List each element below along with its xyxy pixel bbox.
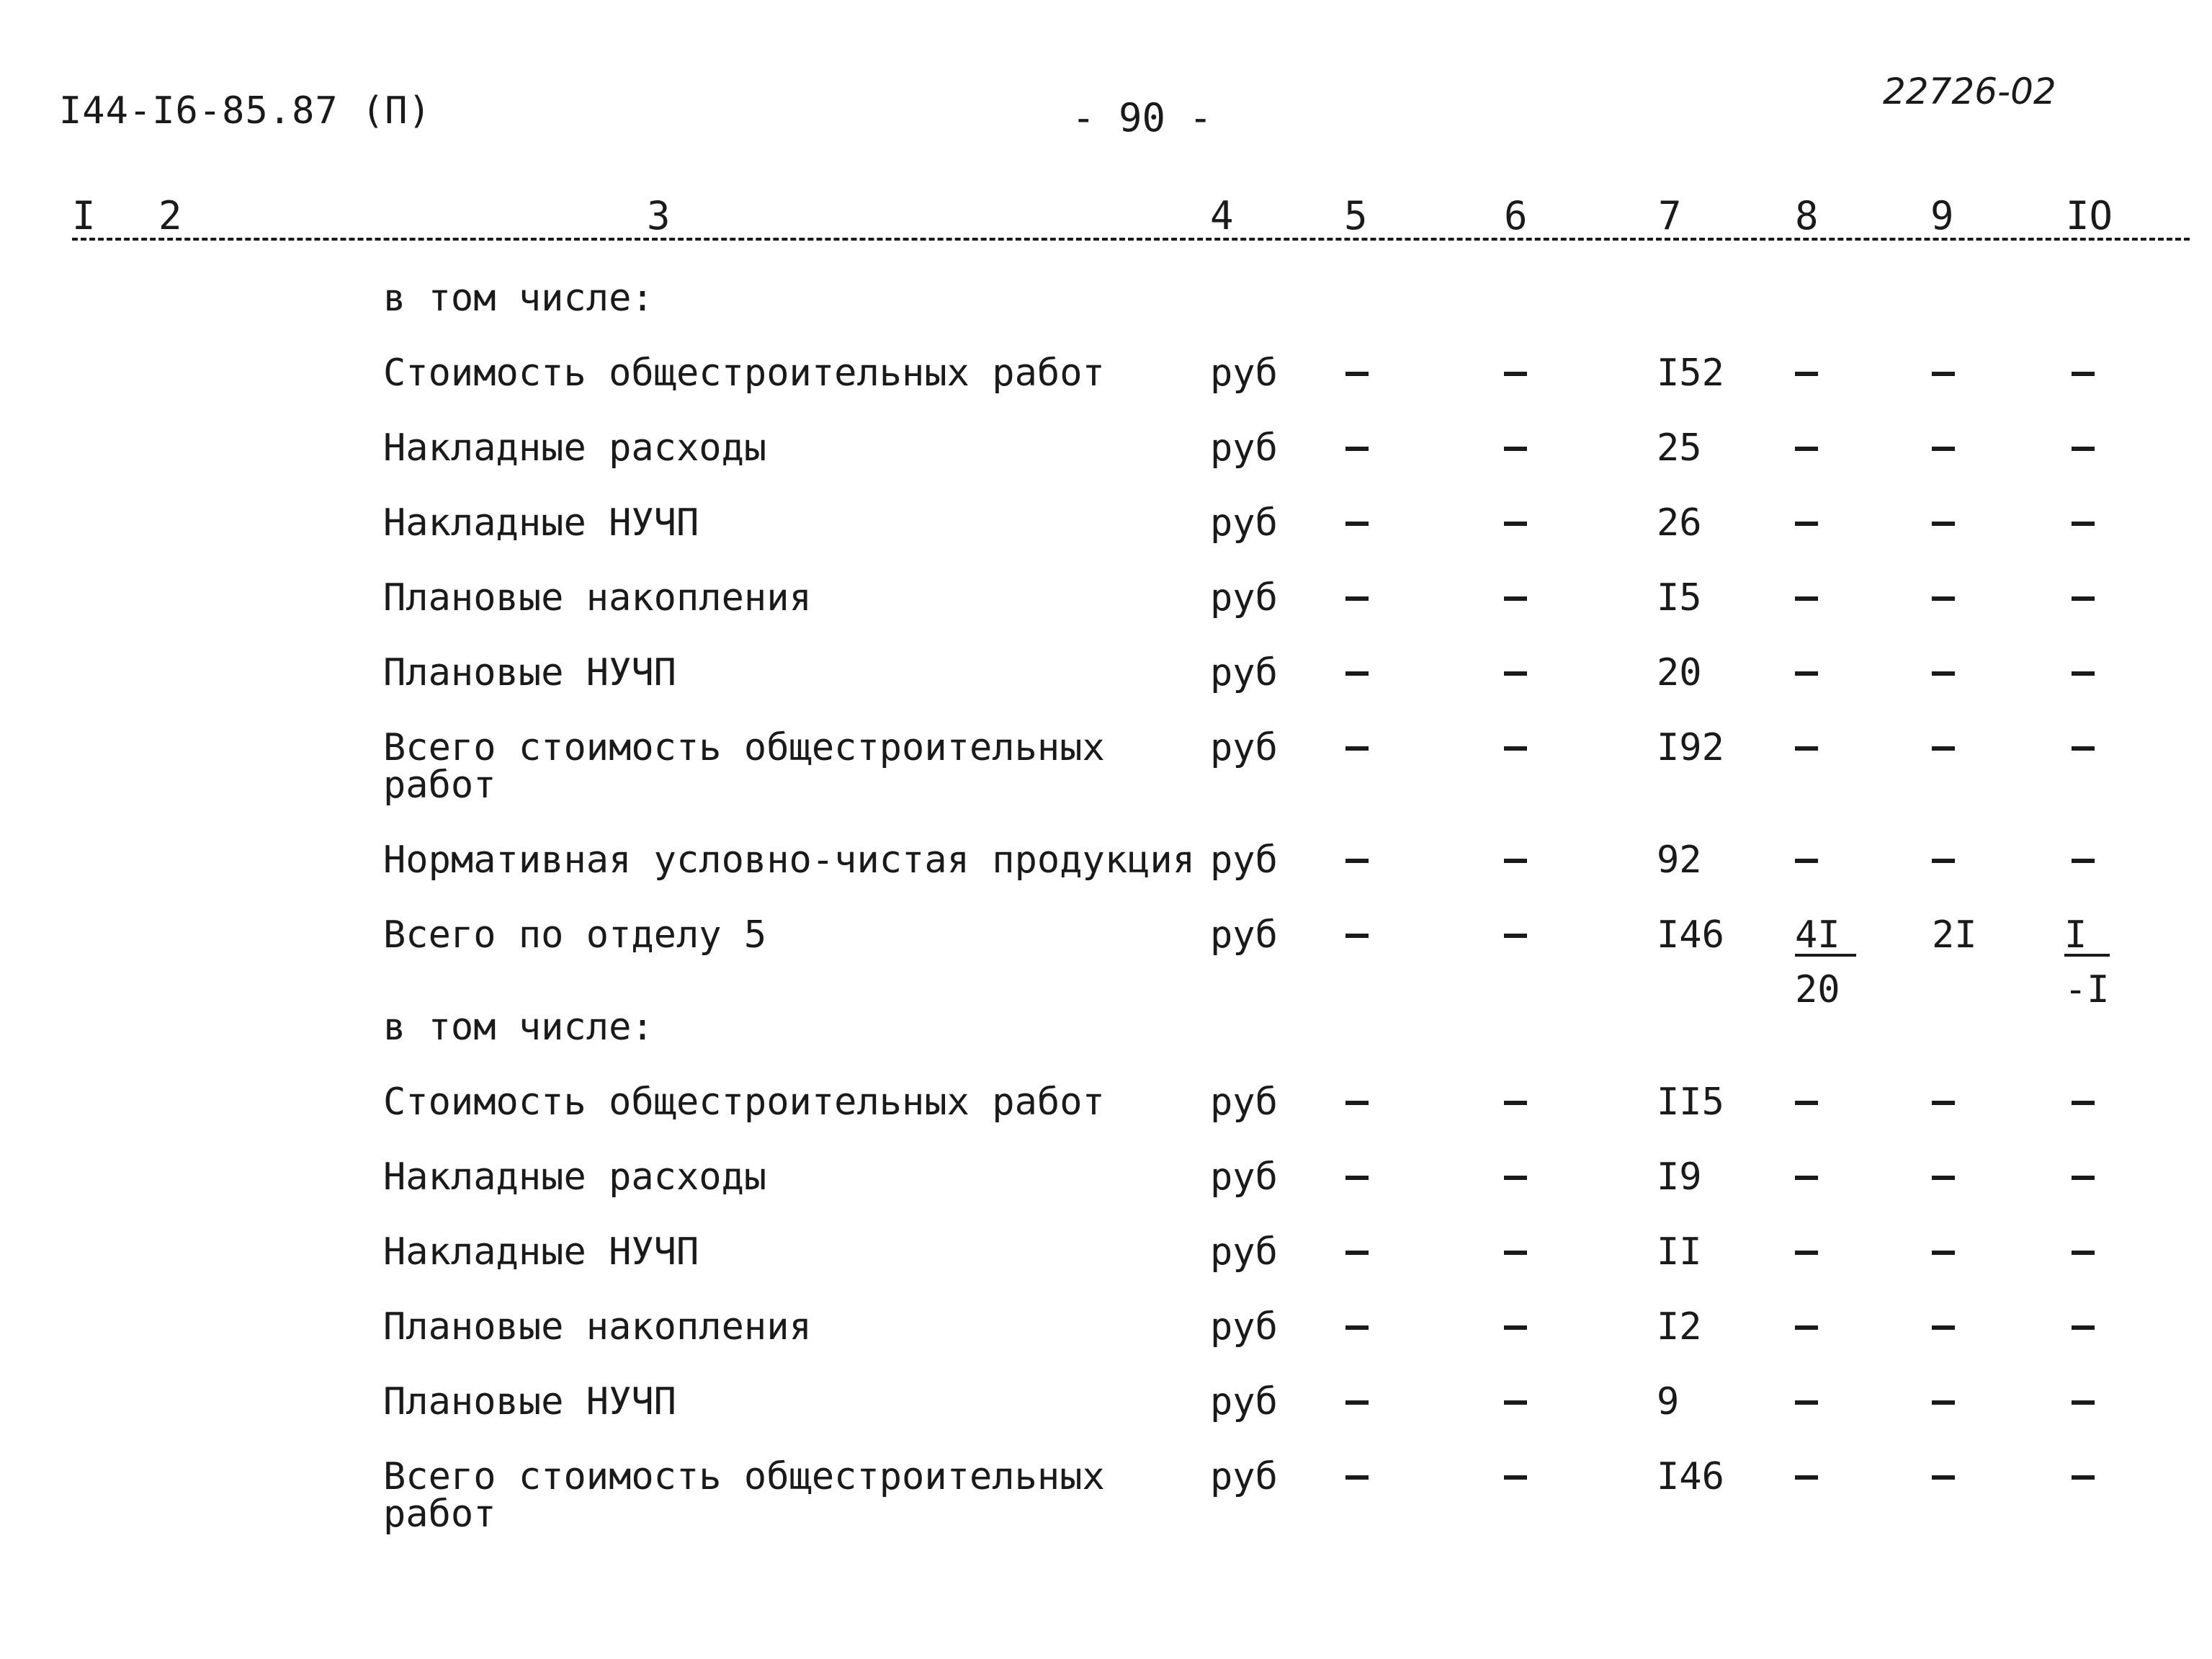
value-col-7: 9 xyxy=(1657,1380,1680,1423)
dash-mark xyxy=(2072,1400,2095,1405)
value-col-7: I2 xyxy=(1657,1305,1702,1349)
row-name: Всего стоимость общестроительных работ xyxy=(383,726,1105,807)
dash-mark xyxy=(1932,447,1955,451)
dash-mark xyxy=(1345,596,1369,601)
dash-mark xyxy=(1504,1101,1527,1105)
row-unit: руб xyxy=(1210,1230,1278,1274)
value-col-7: I46 xyxy=(1657,1455,1724,1498)
dash-mark xyxy=(1795,1325,1818,1330)
value-col-7: I52 xyxy=(1657,352,1724,395)
fraction-denominator: 20 xyxy=(1795,968,1840,1011)
dash-mark xyxy=(1504,1325,1527,1330)
dash-mark xyxy=(1932,1251,1955,1255)
dash-mark xyxy=(1504,934,1527,938)
table-row xyxy=(0,1083,2212,1155)
row-name: Накладные расходы xyxy=(383,426,767,470)
column-header-2: 2 xyxy=(158,193,182,238)
column-header-8: 8 xyxy=(1795,193,1819,238)
dash-mark xyxy=(1504,746,1527,751)
value-col-9: 2I xyxy=(1932,913,1977,957)
row-name: Плановые НУЧП xyxy=(383,651,676,694)
dash-mark xyxy=(1504,522,1527,526)
row-unit: руб xyxy=(1210,913,1278,957)
row-name: Стоимость общестроительных работ xyxy=(383,1081,1105,1124)
table-row xyxy=(0,426,2212,501)
dash-mark xyxy=(1932,1400,1955,1405)
value-col-7: I9 xyxy=(1657,1155,1702,1199)
dash-mark xyxy=(1795,859,1818,863)
dash-mark xyxy=(1345,746,1369,751)
value-col-7: I92 xyxy=(1657,726,1724,769)
dash-mark xyxy=(1345,1101,1369,1105)
dash-mark xyxy=(2072,596,2095,601)
dash-mark xyxy=(1932,1325,1955,1330)
dash-mark xyxy=(1345,934,1369,938)
row-unit: руб xyxy=(1210,1305,1278,1349)
value-col-7: 92 xyxy=(1657,839,1702,882)
dash-mark xyxy=(1504,859,1527,863)
row-unit: руб xyxy=(1210,651,1278,694)
column-header-7: 7 xyxy=(1658,193,1682,238)
row-unit: руб xyxy=(1210,839,1278,882)
table-row xyxy=(0,354,2212,426)
column-header-3: 3 xyxy=(647,193,671,238)
row-unit: руб xyxy=(1210,576,1278,620)
dash-mark xyxy=(1795,596,1818,601)
table-row xyxy=(0,651,2212,726)
row-name: Накладные расходы xyxy=(383,1155,767,1199)
row-unit: руб xyxy=(1210,1155,1278,1199)
dash-mark xyxy=(1345,1475,1369,1480)
row-unit: руб xyxy=(1210,426,1278,470)
dash-mark xyxy=(1795,746,1818,751)
fraction-numerator: I xyxy=(2064,916,2110,957)
archive-number: 22726-02 xyxy=(1883,71,2056,112)
dash-mark xyxy=(1504,1176,1527,1180)
table-row xyxy=(0,576,2212,651)
dash-mark xyxy=(1932,1176,1955,1180)
column-header-6: 6 xyxy=(1504,193,1528,238)
value-col-7: II xyxy=(1657,1230,1702,1274)
dash-mark xyxy=(1345,671,1369,676)
dash-mark xyxy=(1795,1101,1818,1105)
row-name: в том числе: xyxy=(383,1006,654,1049)
row-unit: руб xyxy=(1210,1081,1278,1124)
dash-mark xyxy=(1504,447,1527,451)
dash-mark xyxy=(1932,671,1955,676)
table-row xyxy=(0,1305,2212,1380)
value-col-7: I5 xyxy=(1657,576,1702,620)
dash-mark xyxy=(1932,1101,1955,1105)
dash-mark xyxy=(1504,1400,1527,1405)
row-name: Плановые НУЧП xyxy=(383,1380,676,1423)
dash-mark xyxy=(1795,671,1818,676)
dash-mark xyxy=(2072,1176,2095,1180)
row-name: Плановые накопления xyxy=(383,576,812,620)
table-row xyxy=(0,726,2212,807)
table-row xyxy=(0,913,2212,1011)
header-rule xyxy=(72,238,2190,241)
row-unit: руб xyxy=(1210,352,1278,395)
row-name: Накладные НУЧП xyxy=(383,1230,699,1274)
row-name: Накладные НУЧП xyxy=(383,501,699,545)
table-row xyxy=(0,1006,2212,1081)
table-row xyxy=(0,1155,2212,1230)
column-header-10: IO xyxy=(2066,193,2113,238)
table-row xyxy=(0,1380,2212,1455)
row-unit: руб xyxy=(1210,1455,1278,1498)
row-unit: руб xyxy=(1210,726,1278,769)
column-header-5: 5 xyxy=(1344,193,1368,238)
page-number: - 90 - xyxy=(1072,95,1213,140)
dash-mark xyxy=(1932,746,1955,751)
dash-mark xyxy=(1795,1251,1818,1255)
value-col-7: II5 xyxy=(1657,1081,1724,1124)
dash-mark xyxy=(1345,1325,1369,1330)
dash-mark xyxy=(1345,447,1369,451)
fraction-col-10 xyxy=(2064,913,2110,1011)
dash-mark xyxy=(1795,522,1818,526)
row-name: Всего по отделу 5 xyxy=(383,913,767,957)
fraction-col-8 xyxy=(1795,913,1856,1011)
dash-mark xyxy=(1345,372,1369,376)
dash-mark xyxy=(1504,671,1527,676)
dash-mark xyxy=(1932,372,1955,376)
dash-mark xyxy=(2072,1251,2095,1255)
value-col-7: I46 xyxy=(1657,913,1724,957)
dash-mark xyxy=(1345,1251,1369,1255)
table-row xyxy=(0,1455,2212,1536)
dash-mark xyxy=(1932,1475,1955,1480)
table-row xyxy=(0,501,2212,576)
row-name: Плановые накопления xyxy=(383,1305,812,1349)
table-row xyxy=(0,277,2212,352)
fraction-denominator: -I xyxy=(2064,968,2110,1011)
dash-mark xyxy=(1504,1251,1527,1255)
value-col-7: 20 xyxy=(1657,651,1702,694)
dash-mark xyxy=(2072,859,2095,863)
column-header-1: I xyxy=(72,193,96,238)
fraction-numerator: 4I xyxy=(1795,916,1856,957)
dash-mark xyxy=(1795,1400,1818,1405)
dash-mark xyxy=(1504,372,1527,376)
dash-mark xyxy=(1345,522,1369,526)
row-name: Нормативная условно-чистая продукция xyxy=(383,839,1196,882)
dash-mark xyxy=(2072,447,2095,451)
table-row xyxy=(0,841,2212,913)
row-unit: руб xyxy=(1210,501,1278,545)
dash-mark xyxy=(1795,447,1818,451)
row-name: Всего стоимость общестроительных работ xyxy=(383,1455,1105,1536)
dash-mark xyxy=(2072,1475,2095,1480)
dash-mark xyxy=(2072,1101,2095,1105)
dash-mark xyxy=(1345,1176,1369,1180)
dash-mark xyxy=(1932,859,1955,863)
value-col-7: 26 xyxy=(1657,501,1702,545)
row-name: в том числе: xyxy=(383,277,654,320)
dash-mark xyxy=(1345,859,1369,863)
dash-mark xyxy=(2072,1325,2095,1330)
dash-mark xyxy=(1795,1176,1818,1180)
dash-mark xyxy=(1932,596,1955,601)
column-header-4: 4 xyxy=(1210,193,1234,238)
row-name: Стоимость общестроительных работ xyxy=(383,352,1105,395)
dash-mark xyxy=(2072,671,2095,676)
column-header-9: 9 xyxy=(1930,193,1954,238)
dash-mark xyxy=(2072,372,2095,376)
dash-mark xyxy=(1932,522,1955,526)
dash-mark xyxy=(1345,1400,1369,1405)
table-row xyxy=(0,1230,2212,1305)
value-col-7: 25 xyxy=(1657,426,1702,470)
row-unit: руб xyxy=(1210,1380,1278,1423)
dash-mark xyxy=(1795,1475,1818,1480)
dash-mark xyxy=(1504,1475,1527,1480)
dash-mark xyxy=(1504,596,1527,601)
dash-mark xyxy=(1795,372,1818,376)
dash-mark xyxy=(2072,746,2095,751)
dash-mark xyxy=(2072,522,2095,526)
document-code: I44-I6-85.87 (П) xyxy=(59,89,431,133)
